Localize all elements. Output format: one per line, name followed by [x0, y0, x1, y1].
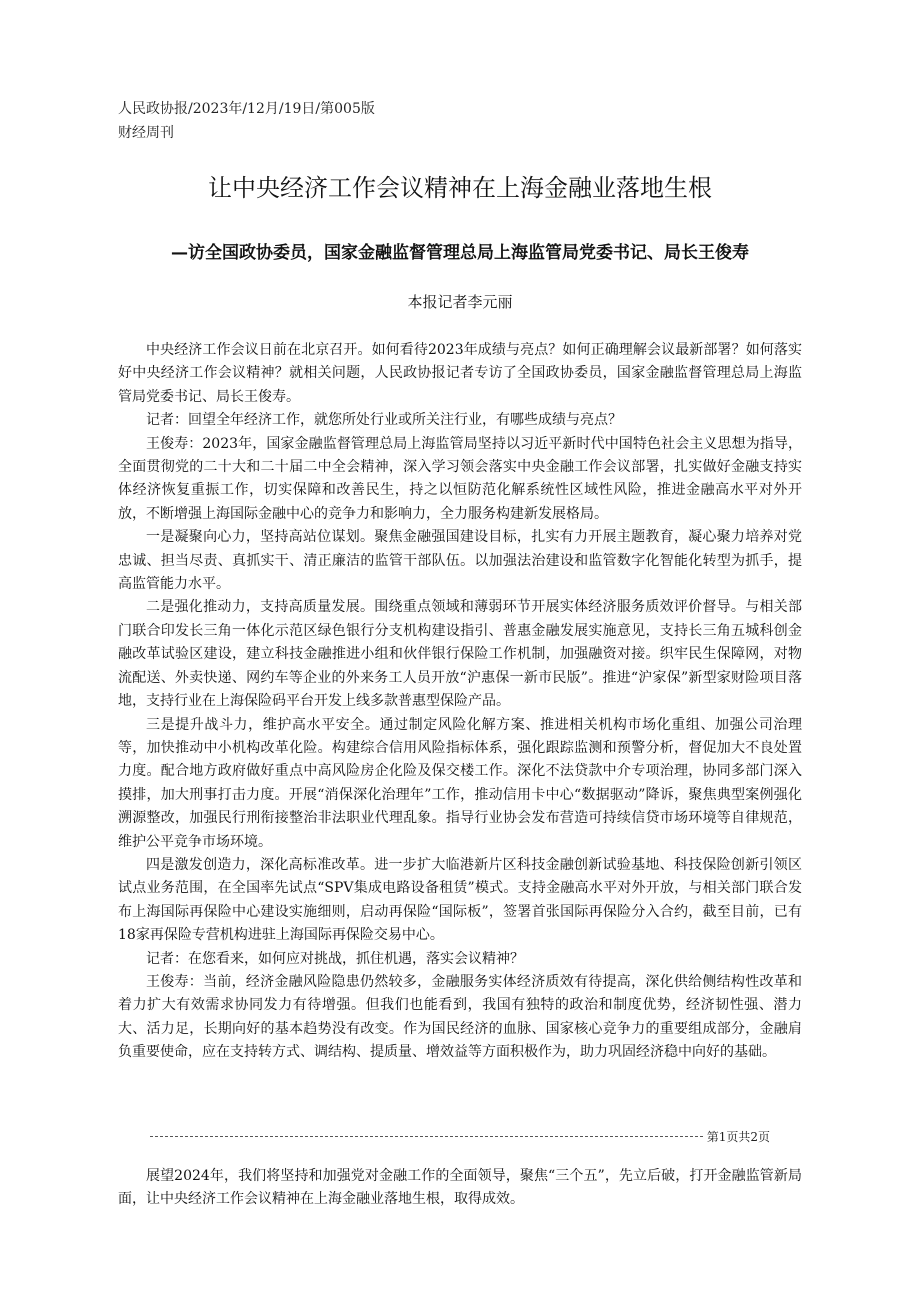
paragraph: 二是强化推动力，支持高质量发展。围绕重点领域和薄弱环节开展实体经济服务质效评价督导。与相关部门联合印发长三角一体化示范区绿色银行分支机构建设指引、普惠金融发展实施意见，支持长三角五城科创金融改革试验区建设，建立科技金融推进小组和伙伴银行保险工作机制，加强融资对接。织牢民生保障网，对物流配送、外卖快递、网约车等企业的外来务工人员开放“沪惠保一新市民版”。推进“沪家保”新型家财险项目落地，支持行业在上海保险码平台开发上线多款普惠型保险产品。 [118, 599, 802, 710]
source-line: 人民政协报/2023年/12月/19日/第005版 [118, 101, 375, 117]
article-body-continued [118, 1165, 802, 1212]
paragraph: 展望2024年，我们将坚持和加强党对金融工作的全面领导，聚焦“三个五”，先立后破，打开金融监管新局面，让中央经济工作会议精神在上海金融业落地生根，取得成效。 [118, 1168, 802, 1208]
section-label: 财经周刊 [118, 125, 174, 141]
paragraph: 王俊寿：2023年，国家金融监督管理总局上海监管局坚持以习近平新时代中国特色社会主义思想为指导，全面贯彻党的二十大和二十届二中全会精神，深入学习领会落实中央金融工作会议部署，扎实做好金融支持实体经济恢复重振工作，切实保障和改善民生，持之以恒防范化解系统性区域性风险，推进金融高水平对外开放，不断增强上海国际金融中心的竞争力和影响力，全力服务构建新发展格局。 [118, 435, 802, 522]
article-title: 让中央经济工作会议精神在上海金融业落地生根 [208, 174, 712, 202]
byline: 本报记者李元丽 [407, 293, 513, 311]
paragraph: 一是凝聚向心力，坚持高站位谋划。聚焦金融强国建设目标，扎实有力开展主题教育，凝心聚力培养对党忠诚、担当尽责、真抓实干、清正廉洁的监管干部队伍。以加强法治建设和监管数字化智能化转型为抓手，提高监管能力水平。 [118, 529, 802, 593]
paragraph: 王俊寿：当前，经济金融风险隐患仍然较多，金融服务实体经济质效有待提高，深化供给侧结构性改革和着力扩大有效需求协同发力有待增强。但我们也能看到，我国有独特的政治和制度优势，经济韧性强、潜力大、活力足，长期向好的基本趋势没有改变。作为国民经济的血脉、国家核心竞争力的重要组成部分，金融肩负重要使命，应在支持转方式、调结构、提质量、增效益等方面积极作为，助力巩固经济稳中向好的基础。 [118, 973, 802, 1061]
page-break-footer [150, 1126, 770, 1146]
paragraph: 记者：在您看来，如何应对挑战，抓住机遇，落实会议精神？ [146, 950, 524, 967]
article-subtitle: —访全国政协委员，国家金融监督管理总局上海监管局党委书记、局长王俊寿 [171, 243, 749, 263]
article-body [118, 339, 802, 1065]
paragraph: 四是激发创造力，深化高标准改革。进一步扩大临港新片区科技金融创新试验基地、科技保险创新引领区试点业务范围，在全国率先试点“SPV集成电路设备租赁”模式。支持金融高水平对外开放，与相关部门联合发布上海国际再保险中心建设实施细则，启动再保险“国际板”，签署首张国际再保险分入合约，截至目前，已有18家再保险专营机构进驻上海国际再保险交易中心。 [118, 856, 802, 944]
paragraph: 中央经济工作会议日前在北京召开。如何看待2023年成绩与亮点？如何正确理解会议最新部署？如何落实好中央经济工作会议精神？就相关问题，人民政协报记者专访了全国政协委员，国家金融监督管理总局上海监管局党委书记、局长王俊寿。 [118, 342, 802, 405]
page-indicator: 第1页共2页 [706, 1129, 770, 1144]
paragraph: 记者：回望全年经济工作，就您所处行业或所关注行业，有哪些成绩与亮点？ [146, 412, 622, 429]
page-divider [150, 1136, 703, 1137]
paragraph: 三是提升战斗力，维护高水平安全。通过制定风险化解方案、推进相关机构市场化重组、加强公司治理等，加快推动中小机构改革化险。构建综合信用风险指标体系，强化跟踪监测和预警分析，督促加大不良处置力度。配合地方政府做好重点中高风险房企化险及保交楼工作。深化不法贷款中介专项治理，协同多部门深入摸排，加大刑事打击力度。开展“消保深化治理年”工作，推动信用卡中心“数据驱动”降诉，聚焦典型案例强化溯源整改，加强民行刑衔接整治非法职业代理乱象。指导行业协会发布营造可持续信贷市场环境等自律规范，维护公平竞争市场环境。 [118, 716, 802, 850]
